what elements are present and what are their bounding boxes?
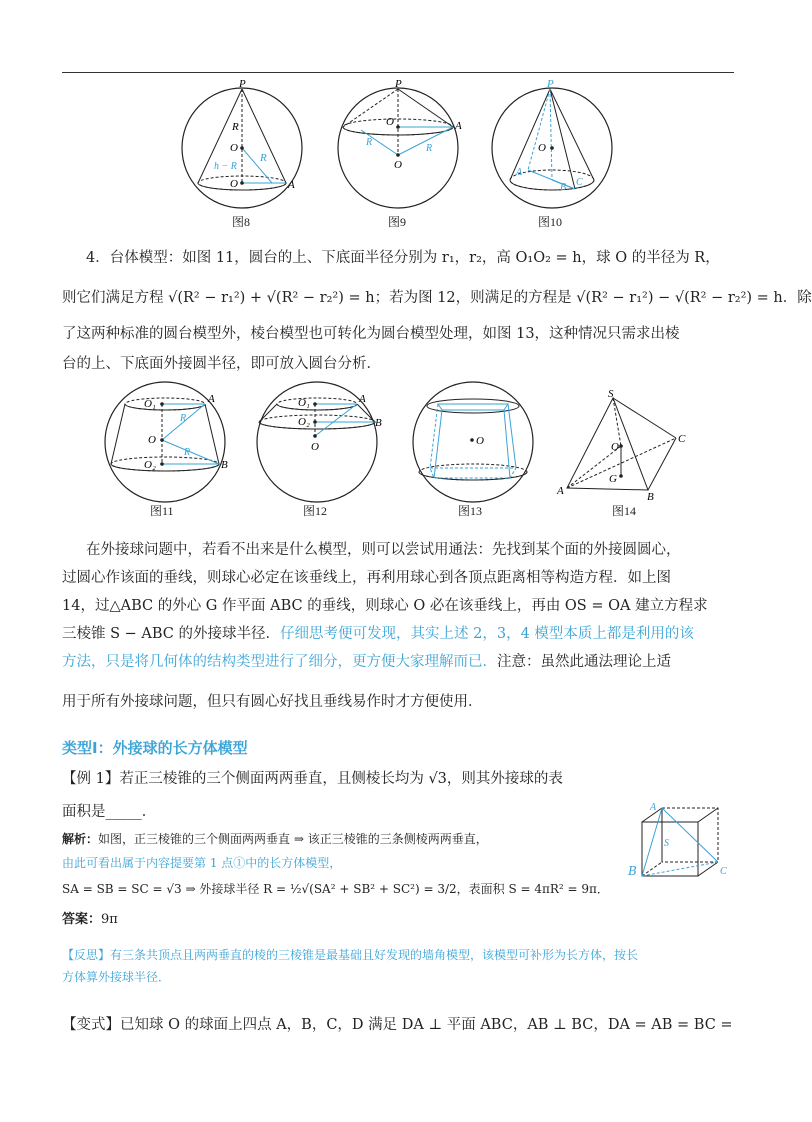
label-o: O	[611, 441, 619, 453]
label-p: P	[547, 78, 554, 90]
label-o1: O₁	[144, 398, 156, 410]
label-o1: O₁	[298, 397, 310, 409]
solution-label: 解析：	[62, 832, 99, 846]
general-line6: 用于所有外接球问题，但只有圆心好找且垂线易作时才方便使用．	[62, 694, 483, 710]
solution-line3: SA = SB = SC = √3 ⇒ 外接球半径 R = ½√(SA² + SB² + SC²) = 3/2，表面积 S = 4πR² = 9π．	[62, 882, 609, 896]
answer-line	[62, 908, 118, 927]
label-p: P	[239, 78, 246, 90]
label-a: A	[650, 802, 657, 813]
label-o: O	[148, 434, 156, 446]
figure-9	[336, 75, 461, 220]
label-b: B	[647, 491, 654, 503]
example1-line2: 面积是_____．	[62, 804, 157, 820]
general-line1: 在外接球问题中，若看不出来是什么模型，则可以尝试用通法：先找到某个面的外接圆圆心，	[86, 542, 681, 558]
general-line5-black: 注意：虽然此通法理论上适	[497, 654, 671, 670]
general-line3: 14，过△ABC 的外心 G 作平面 ABC 的垂线，则球心 O 必在该垂线上，再由 OS = OA 建立方程求	[62, 598, 708, 614]
label-o: O	[230, 142, 238, 154]
figure-11	[100, 382, 230, 512]
general-line4-blue: 仔细思考便可发现，其实上述 2，3，4 模型本质上都是利用的该	[280, 626, 694, 642]
caption-fig14: 图14	[612, 504, 637, 518]
label-a: A	[359, 393, 366, 405]
label-a: A	[455, 120, 462, 132]
label-o: O	[538, 142, 546, 154]
caption-fig12: 图12	[303, 504, 328, 518]
caption-fig9: 图9	[388, 215, 407, 229]
label-o: O	[394, 159, 402, 171]
solution-line2: 由此可看出属于内容提要第 1 点①中的长方体模型，	[62, 856, 342, 870]
figure-cube	[628, 800, 738, 880]
answer-label: 答案：	[62, 912, 102, 927]
label-r-left: R	[366, 137, 373, 148]
general-line4-black: 三棱锥 S − ABC 的外接球半径．	[62, 626, 281, 642]
label-a: A	[557, 485, 564, 497]
section4-line1: 4．台体模型：如图 11，圆台的上、下底面半径分别为 r₁，r₂，高 O₁O₂ = h，球 O 的半径为 R，	[86, 250, 720, 266]
label-r-right: R	[426, 143, 433, 154]
general-line4	[62, 622, 694, 643]
label-a: A	[288, 179, 295, 191]
label-r-upper: R	[232, 121, 239, 133]
figure-13	[408, 382, 538, 512]
label-c: C	[720, 866, 727, 877]
figure-8	[180, 75, 305, 220]
reflection-line1: 【反思】有三条共顶点且两两垂直的棱的三棱锥是最基础且好发现的墙角模型，该模型可补形为长方体，按长	[62, 948, 639, 962]
label-h-minus-r: h − R	[214, 161, 237, 172]
caption-fig13: 图13	[458, 504, 483, 518]
label-o1: O	[386, 116, 394, 128]
variant-line: 【变式】已知球 O 的球面上四点 A，B，C，D 满足 DA ⊥ 平面 ABC，AB ⊥ BC，DA = AB = BC =	[62, 1017, 733, 1033]
label-o1: O	[230, 178, 238, 190]
label-s: S	[608, 388, 614, 400]
label-b: B	[221, 459, 228, 471]
label-o2: O₂	[144, 459, 156, 471]
example1-line1: 【例 1】若正三棱锥的三个侧面两两垂直，且侧棱长均为 √3，则其外接球的表	[62, 771, 563, 787]
label-b: B	[560, 182, 567, 193]
caption-fig10: 图10	[538, 215, 563, 229]
label-o: O	[476, 435, 484, 447]
section4-line3: 了这两种标准的圆台模型外，棱台模型也可转化为圆台模型处理，如图 13，这种情况只需求出棱	[62, 326, 680, 342]
caption-fig11: 图11	[150, 504, 174, 518]
cube-label-b: B	[628, 864, 637, 878]
header-rule	[62, 72, 734, 73]
general-line5	[62, 650, 671, 671]
general-line5-blue: 方法，只是将几何体的结构类型进行了细分，更方便大家理解而已．	[62, 654, 497, 670]
label-r-blue: R	[260, 152, 267, 164]
label-a: A	[516, 167, 523, 178]
figure-12	[255, 382, 385, 512]
section4-line2: 则它们满足方程 √(R² − r₁²) + √(R² − r₂²) = h；若为图 12，则满足的方程是 √(R² − r₁²) − √(R² − r₂²) = h．除	[62, 290, 812, 306]
label-o: O	[311, 441, 319, 453]
label-c: C	[576, 177, 583, 188]
figure-10	[490, 75, 615, 220]
answer-value: 9π	[101, 912, 118, 927]
label-g: G	[609, 473, 617, 485]
caption-fig8: 图8	[232, 215, 251, 229]
reflection-line2: 方体算外接球半径．	[62, 970, 171, 984]
label-b: B	[375, 417, 382, 429]
solution-text1: 如图，正三棱锥的三个侧面两两垂直 ⇒ 该正三棱锥的三条侧棱两两垂直，	[98, 832, 488, 846]
label-s: S	[664, 838, 669, 849]
label-p: P	[395, 78, 402, 90]
label-c: C	[678, 433, 686, 445]
section4-line4: 台的上、下底面外接圆半径，即可放入圆台分析．	[62, 356, 381, 372]
label-o2: O₂	[298, 416, 310, 428]
figure-14	[555, 388, 695, 503]
type1-heading: 类型Ⅰ：外接球的长方体模型	[62, 739, 248, 757]
general-line2: 过圆心作该面的垂线，则球心必定在该垂线上，再利用球心到各顶点距离相等构造方程．如上图	[62, 570, 671, 586]
label-a: A	[208, 393, 215, 405]
solution-line1	[62, 830, 488, 847]
label-r-top: R	[180, 413, 187, 424]
label-r-bottom: R	[184, 447, 191, 458]
